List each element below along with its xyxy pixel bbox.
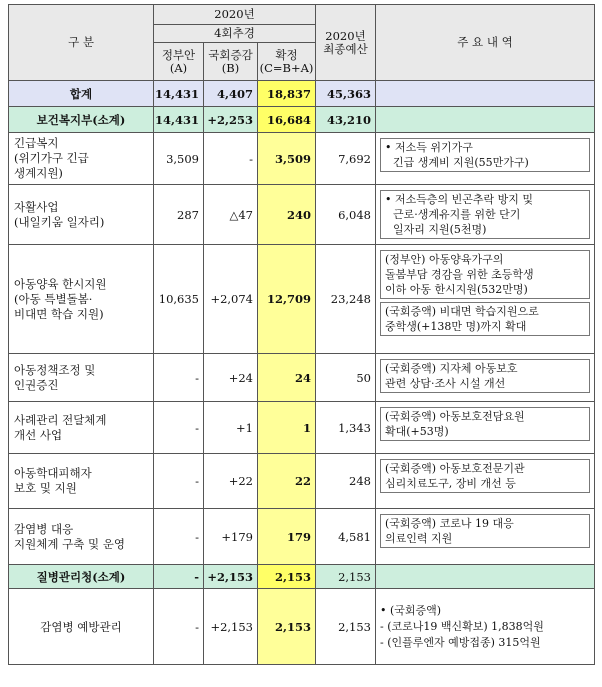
table-row: 감염병 예방관리 - +2,153 2,153 2,153 • (국회증액) - (코로나19 백신확보) 1,838억원 - (인플루엔자 예방접종) 315억원 xyxy=(9,589,595,665)
table-row: 자활사업 (내일키움 일자리) 287 △47 240 6,048 • 저소득층의 빈곤추락 방지 및 근로·생계유지를 위한 단기 일자리 지원(5천명) xyxy=(9,185,595,245)
table-row: 아동양육 한시지원 (아동 특별돌봄· 비대면 학습 지원) 10,635 +2,074 12,709 23,248 (정부안) 아동양육가구의 돌봄부담 경감을 위한 초등학생 이하 아동 한시지원(532만명) (국회증액) 비대면 학습지원으로 중학생(+138만 명)까지 확대 xyxy=(9,245,595,354)
table-row: 긴급복지 (위기가구 긴급 생계지원) 3,509 - 3,509 7,692 • 저소득 위기가구 긴급 생계비 지원(55만가구) xyxy=(9,133,595,185)
table-row: 아동정책조정 및 인권증진 - +24 24 50 (국회증액) 지자체 아동보호 관련 상담·조사 시설 개선 xyxy=(9,354,595,402)
table-row: 보건복지부(소계) 14,431 +2,253 16,684 43,210 xyxy=(9,107,595,133)
header-year: 2020년 xyxy=(154,5,316,25)
table-row: 아동학대피해자 보호 및 지원 - +22 22 248 (국회증액) 아동보호전문기관 심리치료도구, 장비 개선 등 xyxy=(9,454,595,509)
table-row: 질병관리청(소계) - +2,153 2,153 2,153 xyxy=(9,565,595,589)
table-row: 사례관리 전달체계 개선 사업 - +1 1 1,343 (국회증액) 아동보호전담요원 확대(+53명) xyxy=(9,402,595,454)
budget-table xyxy=(8,4,595,665)
header-assembly: 국회증감 (B) xyxy=(204,43,258,81)
header-final-budget: 2020년 최종예산 xyxy=(316,5,376,81)
header-details: 주 요 내 역 xyxy=(376,5,595,81)
header-category: 구 분 xyxy=(9,5,154,81)
header-gov: 정부안 (A) xyxy=(154,43,204,81)
header-supp4: 4회추경 xyxy=(154,25,316,43)
table-row: 감염병 대응 지원체계 구축 및 운영 - +179 179 4,581 (국회증액) 코로나 19 대응 의료인력 지원 xyxy=(9,509,595,565)
table-row: 합계 14,431 4,407 18,837 45,363 xyxy=(9,81,595,107)
header-final: 확정 (C=B+A) xyxy=(258,43,316,81)
budget-table-wrapper xyxy=(8,4,595,665)
